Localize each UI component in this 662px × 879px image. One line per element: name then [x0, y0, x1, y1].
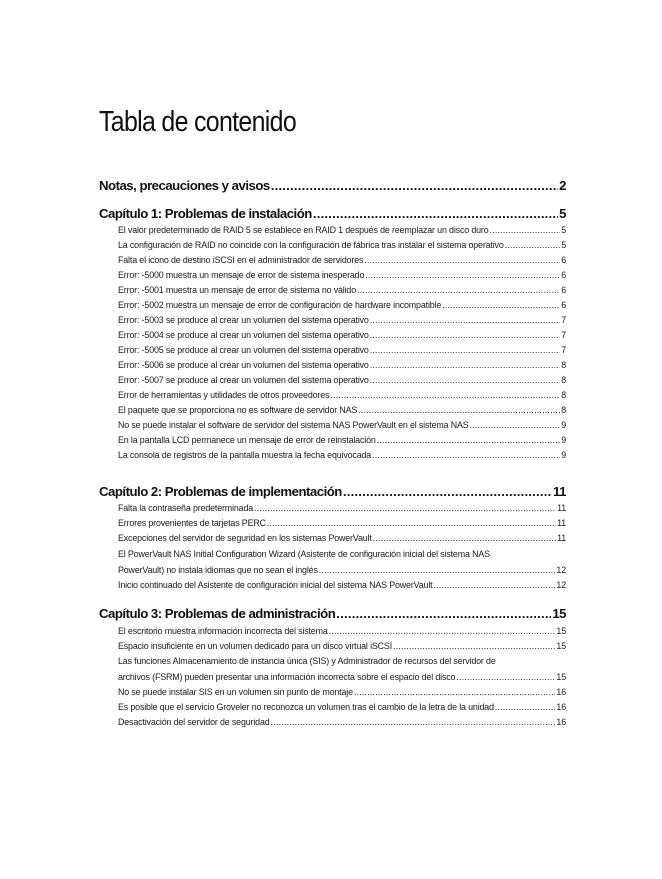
- toc-entry-title: Espacio insuficiente en un volumen dedicado para un disco virtual iSCSI: [118, 641, 393, 651]
- toc-chapter-3[interactable]: [99, 606, 566, 621]
- toc-entry-title: archivos (FSRM) pueden presentar una información incorrecta sobre el espacio del disco: [118, 672, 456, 682]
- toc-entry[interactable]: [118, 503, 566, 513]
- toc-entry[interactable]: [118, 375, 566, 385]
- toc-entry-title: Error: -5001 muestra un mensaje de error de sistema no válido: [118, 285, 356, 295]
- toc-page-number: 15: [556, 672, 566, 682]
- toc-entry[interactable]: [118, 518, 566, 528]
- toc-entry-notes[interactable]: [99, 178, 566, 193]
- toc-leader: [393, 641, 555, 651]
- toc-entry[interactable]: [118, 345, 566, 355]
- toc-entry[interactable]: [118, 717, 566, 727]
- toc-chapter-1[interactable]: [99, 206, 566, 221]
- toc-entry-title: No se puede instalar el software de servidor del sistema NAS PowerVault en el sistema NAS: [118, 420, 469, 430]
- toc-leader: [370, 315, 560, 325]
- toc-entry-title: La configuración de RAID no coincide con la configuración de fábrica tras instalar el sistema operativo: [118, 240, 504, 250]
- toc-leader: [330, 390, 560, 400]
- toc-page-number: 16: [556, 702, 566, 712]
- toc-entry[interactable]: [118, 702, 566, 712]
- toc-leader: [370, 345, 560, 355]
- toc-leader: [319, 565, 556, 575]
- toc-page-number: 16: [556, 717, 566, 727]
- toc-page-number: 11: [553, 484, 566, 499]
- toc-page-number: 6: [561, 285, 566, 295]
- toc-entry-title: Inicio continuado del Asistente de configuración inicial del sistema NAS PowerVault: [118, 580, 433, 590]
- toc-leader: [357, 285, 560, 295]
- toc-page-number: 2: [559, 178, 566, 193]
- toc-chapter-title: Capítulo 2: Problemas de implementación: [99, 484, 342, 499]
- toc-leader: [370, 375, 560, 385]
- toc-entry-title: Error: -5000 muestra un mensaje de error de sistema inesperado: [118, 270, 365, 280]
- toc-page-number: 8: [561, 375, 566, 385]
- toc-page-number: 9: [561, 435, 566, 445]
- toc-entry-continuation[interactable]: El PowerVault NAS Initial Configuration Wizard (Asistente de configuración inicial del sistema NAS: [118, 549, 490, 559]
- toc-entry[interactable]: [118, 565, 566, 575]
- toc-entry-title: Error: -5007 se produce al crear un volumen del sistema operativo: [118, 375, 369, 385]
- toc-page-number: 6: [561, 270, 566, 280]
- toc-entry-title: El escritorio muestra información incorrecta del sistema: [118, 626, 328, 636]
- toc-page-number: 15: [556, 641, 566, 651]
- toc-leader: [495, 702, 556, 712]
- toc-page-number: 8: [561, 405, 566, 415]
- toc-leader: [370, 360, 560, 370]
- toc-entry-title: No se puede instalar SIS en un volumen sin punto de montaje: [118, 687, 353, 697]
- toc-entry[interactable]: [118, 672, 566, 682]
- toc-entry-title: Desactivación del servidor de seguridad: [118, 717, 270, 727]
- toc-entry[interactable]: [118, 315, 566, 325]
- toc-page-number: 12: [556, 580, 566, 590]
- toc-leader: [433, 580, 555, 590]
- toc-leader: [505, 240, 561, 250]
- toc-leader: [329, 626, 556, 636]
- toc-leader: [271, 717, 556, 727]
- toc-page-number: 5: [561, 240, 566, 250]
- toc-leader: [364, 255, 560, 265]
- toc-entry[interactable]: [118, 420, 566, 430]
- toc-page-number: 5: [561, 225, 566, 235]
- toc-leader: [470, 420, 561, 430]
- toc-page-number: 7: [561, 330, 566, 340]
- toc-entry[interactable]: [118, 435, 566, 445]
- toc-entry[interactable]: [118, 360, 566, 370]
- toc-entry-title: Falta la contraseña predeterminada: [118, 503, 254, 513]
- toc-entry[interactable]: [118, 330, 566, 340]
- toc-page-number: 11: [557, 533, 566, 543]
- toc-leader: [336, 606, 551, 621]
- toc-page-number: 15: [556, 626, 566, 636]
- toc-entry[interactable]: [118, 626, 566, 636]
- toc-entry-title: Error: -5005 se produce al crear un volumen del sistema operativo: [118, 345, 369, 355]
- toc-leader: [490, 225, 561, 235]
- toc-entry-title: PowerVault) no instala idiomas que no sean el inglés: [118, 565, 318, 575]
- toc-leader: [354, 687, 556, 697]
- toc-leader: [456, 672, 555, 682]
- toc-entry-title: Error: -5003 se produce al crear un volumen del sistema operativo: [118, 315, 369, 325]
- toc-entry-title: Error: -5004 se produce al crear un volumen del sistema operativo: [118, 330, 369, 340]
- toc-entry-title: Falta el icono de destino iSCSI en el administrador de servidores: [118, 255, 364, 265]
- toc-leader: [365, 270, 560, 280]
- toc-entry[interactable]: [118, 641, 566, 651]
- toc-page-number: 15: [552, 606, 566, 621]
- toc-leader: [358, 405, 560, 415]
- toc-leader: [254, 503, 556, 513]
- toc-page-number: 8: [561, 390, 566, 400]
- toc-entry[interactable]: [118, 580, 566, 590]
- toc-leader: [377, 435, 561, 445]
- toc-entry-title: Es posible que el servicio Groveler no reconozca un volumen tras el cambio de la letra de la unidad: [118, 702, 494, 712]
- toc-page-number: 6: [561, 300, 566, 310]
- toc-leader: [313, 206, 558, 221]
- toc-entry-title: Excepciones del servidor de seguridad en los sistemas PowerVault: [118, 533, 372, 543]
- toc-entry-continuation[interactable]: Las funciones Almacenamiento de instancia única (SIS) y Administrador de recursos del servidor de: [118, 656, 496, 666]
- toc-entry-title: El paquete que se proporciona no es software de servidor NAS: [118, 405, 358, 415]
- toc-entry-title: El valor predeterminado de RAID 5 se establece en RAID 1 después de reemplazar un disco duro: [118, 225, 489, 235]
- toc-entry-title: Notas, precauciones y avisos: [99, 178, 270, 193]
- toc-chapter-2[interactable]: [99, 484, 566, 499]
- toc-entry[interactable]: [118, 450, 566, 460]
- toc-entry[interactable]: [118, 270, 566, 280]
- toc-chapter-title: Capítulo 3: Problemas de administración: [99, 606, 336, 621]
- toc-entry-title: La consola de registros de la pantalla muestra la fecha equivocada: [118, 450, 372, 460]
- toc-entry-title: Error: -5002 muestra un mensaje de error de configuración de hardware incompatible: [118, 300, 442, 310]
- toc-page-number: 11: [557, 503, 566, 513]
- toc-entry-title: Error: -5006 se produce al crear un volumen del sistema operativo: [118, 360, 369, 370]
- toc-entry[interactable]: [118, 390, 566, 400]
- toc-page-number: 16: [556, 687, 566, 697]
- toc-entry[interactable]: [118, 225, 566, 235]
- toc-entry-title: Error de herramientas y utilidades de otros proveedores: [118, 390, 330, 400]
- toc-entry[interactable]: [118, 285, 566, 295]
- toc-page-number: 8: [561, 360, 566, 370]
- toc-chapter-title: Capítulo 1: Problemas de instalación: [99, 206, 312, 221]
- toc-page-number: 9: [561, 450, 566, 460]
- toc-entry[interactable]: [118, 405, 566, 415]
- toc-entry[interactable]: [118, 240, 566, 250]
- toc-page-number: 12: [556, 565, 566, 575]
- toc-entry-title: Errores provenientes de tarjetas PERC: [118, 518, 266, 528]
- toc-entry[interactable]: [118, 533, 566, 543]
- toc-entry[interactable]: [118, 255, 566, 265]
- toc-leader: [343, 484, 552, 499]
- toc-leader: [373, 533, 556, 543]
- toc-page-number: 9: [561, 420, 566, 430]
- toc-page-number: 11: [557, 518, 566, 528]
- toc-leader: [370, 330, 560, 340]
- toc-page-number: 5: [559, 206, 566, 221]
- toc-leader: [372, 450, 560, 460]
- toc-leader: [442, 300, 560, 310]
- toc-entry[interactable]: [118, 300, 566, 310]
- toc-leader: [267, 518, 556, 528]
- toc-leader: [271, 178, 558, 193]
- toc-page-number: 7: [561, 345, 566, 355]
- toc-entry-title: En la pantalla LCD permanece un mensaje de error de reinstalación: [118, 435, 376, 445]
- toc-entry[interactable]: [118, 687, 566, 697]
- toc-page-number: 6: [561, 255, 566, 265]
- toc-page-number: 7: [561, 315, 566, 325]
- toc-title: Tabla de contenido: [99, 106, 297, 138]
